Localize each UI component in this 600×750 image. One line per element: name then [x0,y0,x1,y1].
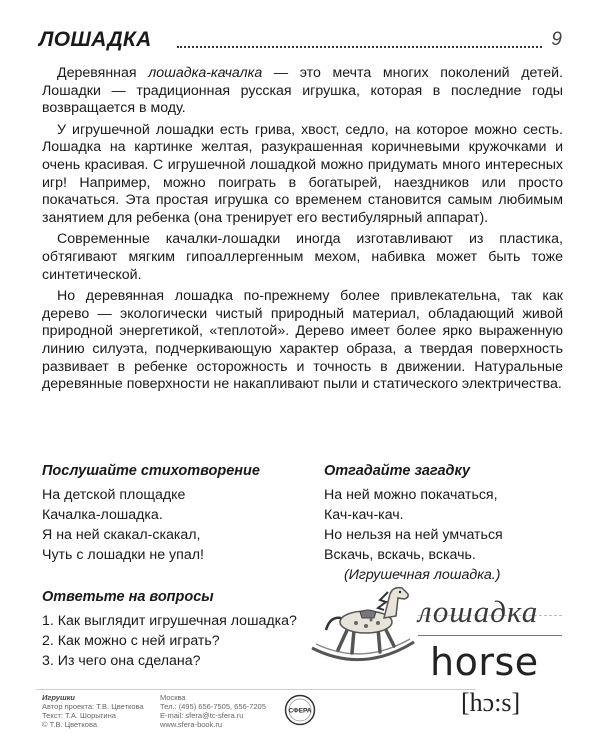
page-header [39,28,566,54]
p1-start: Деревянная [57,65,149,81]
footer-credit-line: © Т.В. Цветкова [42,720,98,729]
footer-contact-line: Москва [160,693,186,702]
riddle-line: Кач-кач-кач. [324,507,404,523]
paragraph-1 [42,65,563,118]
poem-heading: Послушайте стихотворение [42,463,260,479]
poem-section [42,461,302,565]
footer-series-title: Игрушки [42,693,76,702]
p1-italic-term: лошадка-качалка [148,65,263,81]
question-item: 3. Из чего она сделана? [42,653,201,669]
article-body [42,65,563,398]
riddle-line: На ней можно покачаться, [324,487,498,503]
riddle-answer: (Игрушечная лошадка.) [344,567,501,583]
publisher-logo [284,694,316,726]
logo-text: СФЕРА [288,707,312,715]
header-dotted-line [177,46,542,48]
footer-contact-line: www.sfera-book.ru [160,720,223,729]
vocab-word-russian: лошадка [418,594,539,629]
footer-credit-line: Текст: Т.А. Шорыгина [42,711,116,720]
page-number: 9 [551,29,562,50]
questions-heading: Ответьте на вопросы [42,589,214,605]
rocking-horse-illustration [308,578,418,670]
paragraph-3: Современные качалки-лошадки иногда изготавливают из пластика, обтягивают мягким гипоаллергенным мехом, набивка может быть тоже синтетической. [42,231,563,283]
footer-credits [42,693,172,729]
paragraph-4: Но деревянная лошадка по-прежнему более привлекательна, так как дерево — экологически чистый природный материал, обладающий живой природной энергетикой, «теплотой». Дерево имеет более ярко выраженную линию силуэта, подчеркивающую характер образа, а твердая поверхность развивает в ребенке осторожность и точность в движении. Натуральные деревянные поверхности не накапливают пыли и статического электричества. [42,288,563,393]
footer-credit-line: Автор проекта: Т.В. Цветкова [42,702,144,711]
footer-contacts [160,693,290,729]
question-item: 1. Как выглядит игрушечная лошадка? [42,613,297,629]
question-item: 2. Как можно с ней играть? [42,633,220,649]
riddle-line: Но нельзя на ней умчаться [324,527,503,543]
footer-contact-line: Тел.: (495) 656-7505, 656-7205 [160,702,266,711]
poem-line: Качалка-лошадка. [42,507,163,523]
poem-line: Чуть с лошадки не упал! [42,547,204,563]
page-title: ЛОШАДКА [39,28,152,51]
vocab-transcription: [hɔ:s] [461,688,521,717]
riddle-heading: Отгадайте загадку [324,463,471,479]
handwriting-base-line [418,635,562,636]
paragraph-2: У игрушечной лошадки есть грива, хвост, седло, на которое можно сесть. Лошадка на картинке желтая, разукрашенная коричневыми кружочками и очень красивая. С игрушечной лошадкой можно придумать много интересных игр! Например, можно поиграть в богатырей, наездников или просто покачаться. Эта простая игрушка со временем становится самым любимым занятием для ребенка (она тренирует его вестибулярный аппарат). [42,121,563,226]
footer-contact-line: E-mail: sfera@tc-sfera.ru [160,711,244,720]
riddle-section [324,461,564,585]
poem-line: Я на ней скакал-скакал, [42,527,201,543]
questions-section [42,587,332,671]
poem-line: На детской площадке [42,487,186,503]
vocab-word-english: horse [430,640,539,684]
footer-divider [36,689,476,690]
riddle-line: Вскачь, вскачь, вскачь. [324,547,476,563]
p1-rest: — это мечта многих поколений детей. Лошадки — традиционная русская игрушка, которая в последние годы возвращается в моду. [42,65,563,117]
